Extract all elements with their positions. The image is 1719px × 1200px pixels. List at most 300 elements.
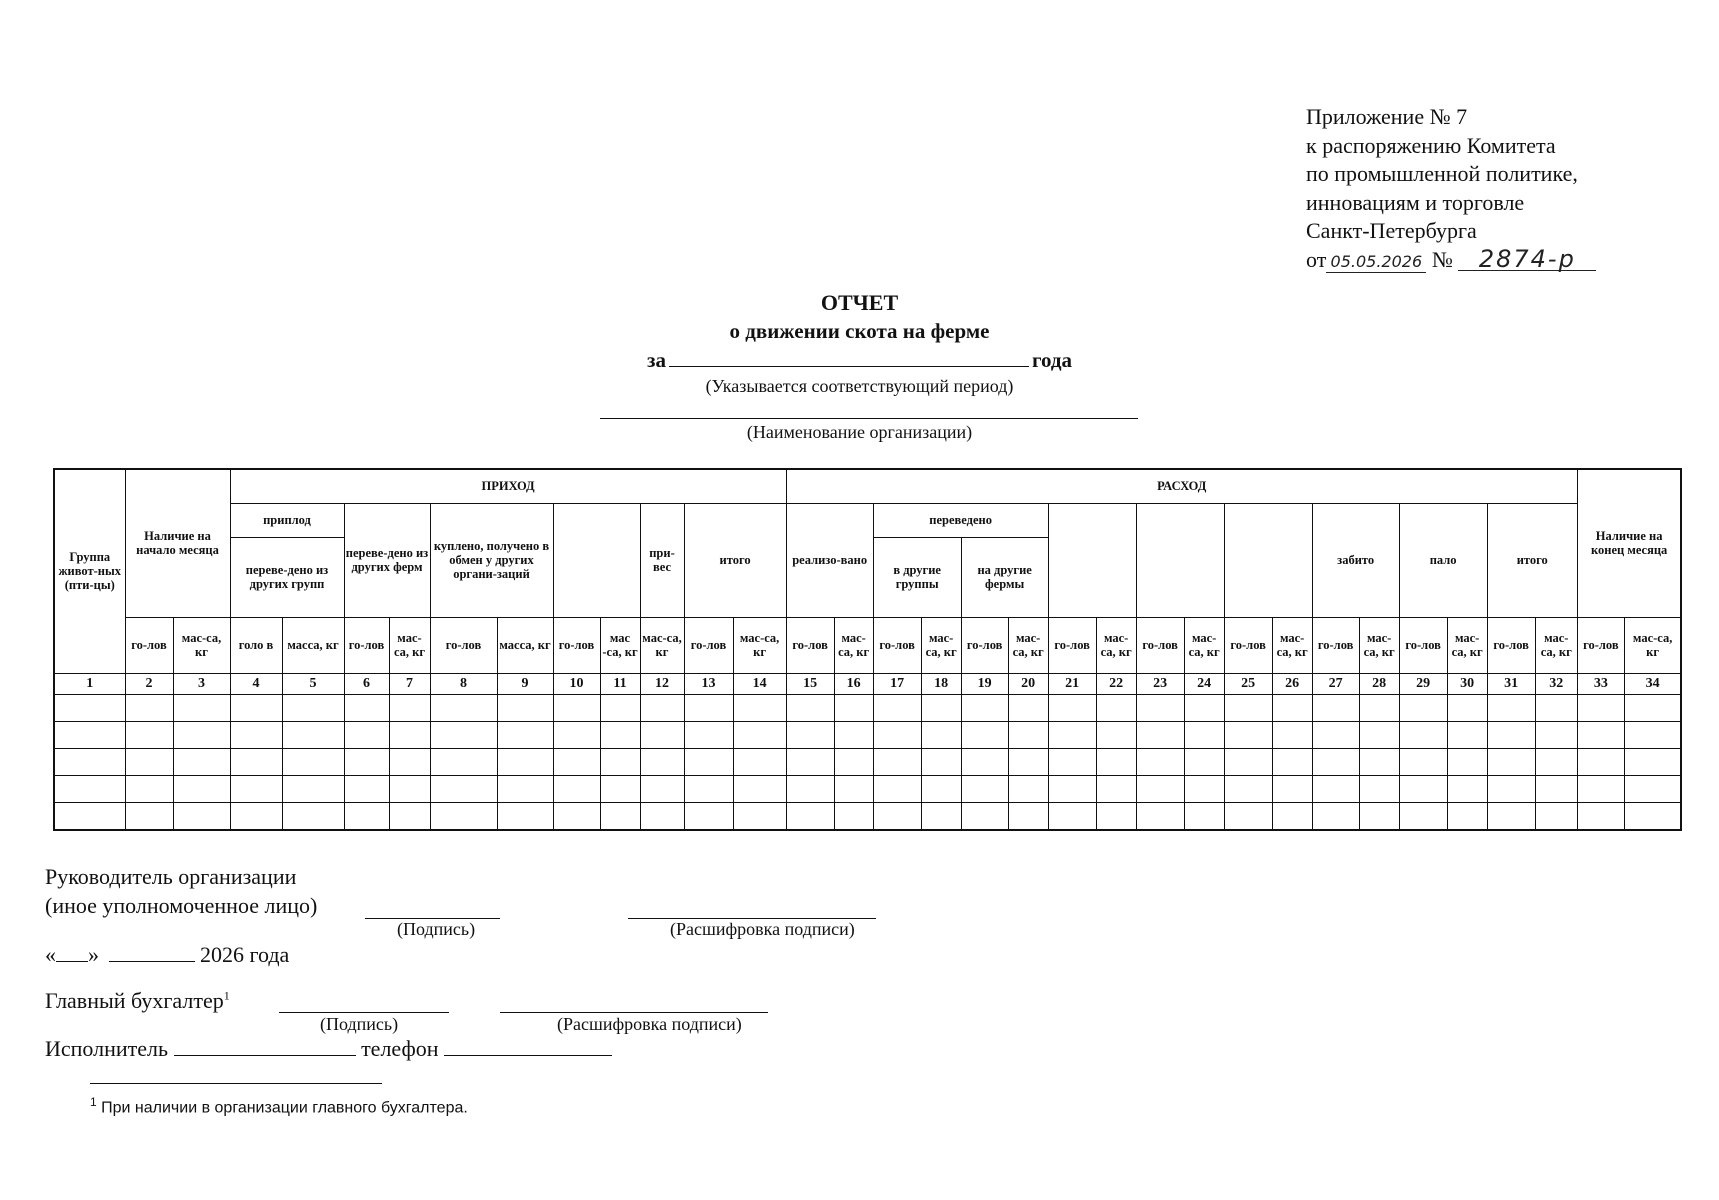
- table-cell[interactable]: [430, 775, 497, 802]
- column-number: 27: [1312, 673, 1359, 694]
- col-heads: го-лов: [684, 617, 733, 673]
- table-cell[interactable]: [389, 775, 430, 802]
- column-number: 1: [54, 673, 125, 694]
- table-cell[interactable]: [1487, 694, 1535, 721]
- table-cell[interactable]: [684, 721, 733, 748]
- table-cell[interactable]: [1535, 721, 1577, 748]
- table-cell[interactable]: [1136, 748, 1184, 775]
- table-cell[interactable]: [1184, 748, 1224, 775]
- table-cell[interactable]: [1535, 694, 1577, 721]
- table-cell[interactable]: [1008, 694, 1048, 721]
- period-suffix: года: [1031, 348, 1072, 372]
- table-cell[interactable]: [640, 802, 684, 830]
- table-cell[interactable]: [1312, 775, 1359, 802]
- col-heads: го-лов: [553, 617, 600, 673]
- table-cell[interactable]: [921, 775, 961, 802]
- table-cell[interactable]: [873, 802, 921, 830]
- table-cell[interactable]: [230, 721, 282, 748]
- column-number: 33: [1577, 673, 1624, 694]
- table-cell[interactable]: [497, 775, 553, 802]
- column-number: 23: [1136, 673, 1184, 694]
- header-expense-empty-3: [1224, 503, 1312, 617]
- table-cell[interactable]: [1447, 802, 1487, 830]
- header-expense-total: итого: [1487, 503, 1577, 617]
- table-cell[interactable]: [733, 802, 786, 830]
- table-cell[interactable]: [282, 802, 344, 830]
- col-mass: мас-са, кг: [1272, 617, 1312, 673]
- table-cell[interactable]: [344, 721, 389, 748]
- appendix-line-5: Санкт-Петербурга: [1306, 218, 1477, 243]
- col-heads: голо в: [230, 617, 282, 673]
- table-cell[interactable]: [1096, 802, 1136, 830]
- table-cell[interactable]: [1312, 748, 1359, 775]
- table-cell[interactable]: [1184, 694, 1224, 721]
- table-cell[interactable]: [344, 748, 389, 775]
- table-cell[interactable]: [282, 721, 344, 748]
- table-cell[interactable]: [1224, 748, 1272, 775]
- table-cell[interactable]: [54, 694, 125, 721]
- table-cell[interactable]: [873, 694, 921, 721]
- date-year: 2026 года: [200, 942, 290, 967]
- table-cell[interactable]: [921, 748, 961, 775]
- column-number: 15: [786, 673, 834, 694]
- col-mass: мас-са, кг: [1184, 617, 1224, 673]
- table-cell[interactable]: [430, 802, 497, 830]
- table-cell[interactable]: [1048, 721, 1096, 748]
- table-cell[interactable]: [173, 748, 230, 775]
- table-cell[interactable]: [733, 694, 786, 721]
- column-number: 11: [600, 673, 640, 694]
- table-cell[interactable]: [173, 802, 230, 830]
- table-cell[interactable]: [921, 802, 961, 830]
- table-cell[interactable]: [1048, 775, 1096, 802]
- table-cell[interactable]: [125, 775, 173, 802]
- footnote-text: При наличии в организации главного бухгалтера.: [101, 1099, 468, 1117]
- col-mass: мас-са, кг: [1624, 617, 1681, 673]
- footnote-mark: 1: [90, 1095, 97, 1109]
- table-cell[interactable]: [1624, 694, 1681, 721]
- appendix-date-number: [1306, 246, 1596, 275]
- period-prefix: за: [647, 348, 666, 372]
- header-expense-empty-1: [1048, 503, 1136, 617]
- table-cell[interactable]: [1624, 775, 1681, 802]
- table-cell[interactable]: [1487, 775, 1535, 802]
- table-cell[interactable]: [786, 748, 834, 775]
- table-cell[interactable]: [786, 694, 834, 721]
- table-cell[interactable]: [1008, 748, 1048, 775]
- col-mass: мас-са, кг: [1008, 617, 1048, 673]
- table-cell[interactable]: [640, 775, 684, 802]
- col-heads: го-лов: [1048, 617, 1096, 673]
- organization-blank-line: [600, 418, 1138, 419]
- table-cell[interactable]: [1096, 721, 1136, 748]
- table-cell[interactable]: [389, 748, 430, 775]
- column-number: 18: [921, 673, 961, 694]
- column-number: 6: [344, 673, 389, 694]
- table-cell[interactable]: [125, 748, 173, 775]
- table-cell[interactable]: [230, 802, 282, 830]
- header-animal-group: Группа живот-ных (пти-цы): [54, 469, 125, 673]
- column-number: 30: [1447, 673, 1487, 694]
- table-cell[interactable]: [1359, 748, 1399, 775]
- table-cell[interactable]: [173, 694, 230, 721]
- table-cell[interactable]: [834, 721, 873, 748]
- col-heads: го-лов: [1577, 617, 1624, 673]
- executor-label: Исполнитель: [45, 1036, 169, 1061]
- table-cell[interactable]: [430, 694, 497, 721]
- table-cell[interactable]: [1096, 775, 1136, 802]
- head-signature-caption: (Подпись): [397, 919, 476, 939]
- table-cell[interactable]: [1359, 721, 1399, 748]
- table-cell[interactable]: [640, 694, 684, 721]
- header-sold: реализо-вано: [786, 503, 873, 617]
- table-cell[interactable]: [834, 775, 873, 802]
- table-cell[interactable]: [1535, 775, 1577, 802]
- table-cell[interactable]: [344, 775, 389, 802]
- table-cell[interactable]: [553, 775, 600, 802]
- col-heads: го-лов: [1399, 617, 1447, 673]
- footnote-separator: [90, 1083, 382, 1084]
- table-cell[interactable]: [961, 721, 1008, 748]
- table-cell[interactable]: [1312, 802, 1359, 830]
- table-cell[interactable]: [1577, 748, 1624, 775]
- table-cell[interactable]: [497, 694, 553, 721]
- table-cell[interactable]: [640, 721, 684, 748]
- column-number: 24: [1184, 673, 1224, 694]
- table-cell[interactable]: [553, 748, 600, 775]
- header-income-total: итого: [684, 503, 786, 617]
- column-number: 3: [173, 673, 230, 694]
- column-number-row: [54, 673, 1681, 694]
- column-number: 25: [1224, 673, 1272, 694]
- column-number: 20: [1008, 673, 1048, 694]
- table-cell[interactable]: [230, 748, 282, 775]
- table-cell[interactable]: [834, 802, 873, 830]
- organization-hint: (Наименование организации): [746, 422, 973, 442]
- report-period: [0, 348, 1719, 373]
- table-cell[interactable]: [1577, 721, 1624, 748]
- col-heads: го-лов: [344, 617, 389, 673]
- table-cell[interactable]: [1096, 748, 1136, 775]
- appendix-line-4: инновациям и торговле: [1306, 189, 1525, 215]
- table-cell[interactable]: [684, 802, 733, 830]
- accountant-text: Главный бухгалтер: [45, 988, 224, 1013]
- table-cell[interactable]: [1136, 694, 1184, 721]
- column-number: 31: [1487, 673, 1535, 694]
- column-number: 26: [1272, 673, 1312, 694]
- col-mass: мас-са, кг: [640, 617, 684, 673]
- table-cell[interactable]: [684, 775, 733, 802]
- appendix-line-3: по промышленной политике,: [1306, 161, 1578, 186]
- column-number: 28: [1359, 673, 1399, 694]
- table-cell[interactable]: [1359, 694, 1399, 721]
- table-cell[interactable]: [684, 694, 733, 721]
- table-cell[interactable]: [1399, 748, 1447, 775]
- table-cell[interactable]: [344, 802, 389, 830]
- column-number: 22: [1096, 673, 1136, 694]
- table-cell[interactable]: [1399, 721, 1447, 748]
- period-blank-line: [669, 348, 1029, 367]
- table-cell[interactable]: [54, 775, 125, 802]
- from-label: от: [1306, 246, 1327, 272]
- table-cell[interactable]: [389, 721, 430, 748]
- report-title: ОТЧЕТ: [820, 290, 899, 315]
- header-expense: РАСХОД: [786, 469, 1577, 503]
- col-mass: мас-са, кг: [173, 617, 230, 673]
- table-cell[interactable]: [600, 694, 640, 721]
- table-cell[interactable]: [497, 802, 553, 830]
- table-cell[interactable]: [1312, 721, 1359, 748]
- column-number: 9: [497, 673, 553, 694]
- col-heads: го-лов: [873, 617, 921, 673]
- header-gain: при-вес: [640, 503, 684, 617]
- column-number: 21: [1048, 673, 1096, 694]
- table-cell[interactable]: [1008, 721, 1048, 748]
- table-cell[interactable]: [430, 748, 497, 775]
- table-cell[interactable]: [1136, 721, 1184, 748]
- head-label-line-2: (иное уполномоченное лицо): [45, 893, 318, 918]
- table-cell[interactable]: [173, 775, 230, 802]
- table-cell[interactable]: [1447, 748, 1487, 775]
- table-cell[interactable]: [230, 775, 282, 802]
- appendix-line-2: к распоряжению Комитета: [1306, 132, 1556, 158]
- table-cell[interactable]: [600, 775, 640, 802]
- table-cell[interactable]: [1272, 721, 1312, 748]
- table-cell[interactable]: [1487, 802, 1535, 830]
- table-cell[interactable]: [1535, 802, 1577, 830]
- column-number: 8: [430, 673, 497, 694]
- accountant-signature-caption: (Подпись): [320, 1014, 399, 1034]
- handwritten-number: 2874-р: [1458, 248, 1596, 271]
- table-cell[interactable]: [834, 694, 873, 721]
- date-open-quote: «: [45, 942, 56, 967]
- table-cell[interactable]: [497, 721, 553, 748]
- col-heads: го-лов: [125, 617, 173, 673]
- table-cell[interactable]: [1224, 721, 1272, 748]
- column-number: 19: [961, 673, 1008, 694]
- table-cell[interactable]: [961, 802, 1008, 830]
- table-cell[interactable]: [173, 721, 230, 748]
- table-cell[interactable]: [1487, 748, 1535, 775]
- col-mass: мас-са, кг: [921, 617, 961, 673]
- table-row: [54, 748, 1681, 775]
- table-cell[interactable]: [54, 802, 125, 830]
- col-heads: го-лов: [1224, 617, 1272, 673]
- col-mass: масса, кг: [282, 617, 344, 673]
- table-cell[interactable]: [921, 694, 961, 721]
- col-heads: го-лов: [786, 617, 834, 673]
- table-cell[interactable]: [1136, 775, 1184, 802]
- appendix-line-1: Приложение № 7: [1306, 104, 1468, 129]
- column-number: 14: [733, 673, 786, 694]
- table-cell[interactable]: [600, 748, 640, 775]
- col-mass: мас-са, кг: [1359, 617, 1399, 673]
- table-cell[interactable]: [1048, 694, 1096, 721]
- table-cell[interactable]: [600, 721, 640, 748]
- table-cell[interactable]: [1487, 721, 1535, 748]
- header-to-farms: на другие фермы: [961, 537, 1048, 617]
- executor-line: [45, 1036, 612, 1062]
- table-cell[interactable]: [1272, 802, 1312, 830]
- table-cell[interactable]: [786, 802, 834, 830]
- table-cell[interactable]: [282, 748, 344, 775]
- table-cell[interactable]: [1224, 775, 1272, 802]
- table-cell[interactable]: [282, 775, 344, 802]
- table-cell[interactable]: [600, 802, 640, 830]
- header-to-groups: в другие группы: [873, 537, 961, 617]
- header-fallen: пало: [1399, 503, 1487, 617]
- table-cell[interactable]: [786, 721, 834, 748]
- table-cell[interactable]: [553, 721, 600, 748]
- col-mass: мас-са, кг: [1447, 617, 1487, 673]
- column-number: 2: [125, 673, 173, 694]
- column-number: 32: [1535, 673, 1577, 694]
- table-cell[interactable]: [733, 748, 786, 775]
- header-start-balance: Наличие на начало месяца: [125, 469, 230, 617]
- table-cell[interactable]: [1096, 694, 1136, 721]
- date-close-quote: »: [88, 942, 99, 967]
- table-cell[interactable]: [786, 775, 834, 802]
- column-number: 13: [684, 673, 733, 694]
- column-number: 16: [834, 673, 873, 694]
- col-mass: мас -са, кг: [600, 617, 640, 673]
- table-row: [54, 721, 1681, 748]
- table-cell[interactable]: [54, 721, 125, 748]
- table-cell[interactable]: [497, 748, 553, 775]
- table-cell[interactable]: [1359, 802, 1399, 830]
- table-cell[interactable]: [1399, 802, 1447, 830]
- table-cell[interactable]: [1624, 721, 1681, 748]
- column-number: 10: [553, 673, 600, 694]
- accountant-footnote-mark: 1: [223, 988, 230, 1003]
- table-cell[interactable]: [733, 721, 786, 748]
- table-cell[interactable]: [430, 721, 497, 748]
- column-number: 34: [1624, 673, 1681, 694]
- table-cell[interactable]: [1224, 694, 1272, 721]
- head-decode-caption: (Расшифровка подписи): [670, 919, 855, 939]
- accountant-signature-line: [279, 1012, 449, 1013]
- head-label-line-1: Руководитель организации: [45, 864, 297, 889]
- table-cell[interactable]: [125, 721, 173, 748]
- table-cell[interactable]: [1447, 775, 1487, 802]
- table-cell[interactable]: [282, 694, 344, 721]
- table-cell[interactable]: [733, 775, 786, 802]
- table-cell[interactable]: [553, 802, 600, 830]
- table-cell[interactable]: [1048, 748, 1096, 775]
- table-cell[interactable]: [1624, 748, 1681, 775]
- col-heads: го-лов: [1312, 617, 1359, 673]
- table-cell[interactable]: [389, 694, 430, 721]
- table-cell[interactable]: [834, 748, 873, 775]
- accountant-label: [45, 988, 230, 1014]
- col-heads: го-лов: [1136, 617, 1184, 673]
- table-cell[interactable]: [961, 775, 1008, 802]
- table-cell[interactable]: [1535, 748, 1577, 775]
- table-cell[interactable]: [640, 748, 684, 775]
- table-cell[interactable]: [1399, 775, 1447, 802]
- table-cell[interactable]: [873, 721, 921, 748]
- col-mass: мас-са, кг: [733, 617, 786, 673]
- col-mass: масса, кг: [497, 617, 553, 673]
- table-cell[interactable]: [961, 748, 1008, 775]
- table-cell[interactable]: [1272, 748, 1312, 775]
- accountant-decode-caption: (Расшифровка подписи): [557, 1014, 742, 1034]
- table-cell[interactable]: [1184, 775, 1224, 802]
- col-mass: мас-са, кг: [389, 617, 430, 673]
- column-number: 7: [389, 673, 430, 694]
- column-number: 29: [1399, 673, 1447, 694]
- table-cell[interactable]: [1312, 694, 1359, 721]
- col-heads: го-лов: [1487, 617, 1535, 673]
- header-transferred: переведено: [873, 503, 1048, 537]
- col-heads: го-лов: [430, 617, 497, 673]
- table-cell[interactable]: [1184, 721, 1224, 748]
- table-cell[interactable]: [1447, 694, 1487, 721]
- table-cell[interactable]: [1359, 775, 1399, 802]
- table-row: [54, 802, 1681, 830]
- table-cell[interactable]: [344, 694, 389, 721]
- col-mass: мас-са, кг: [1535, 617, 1577, 673]
- table-cell[interactable]: [1224, 802, 1272, 830]
- table-cell[interactable]: [1577, 775, 1624, 802]
- table-cell[interactable]: [1184, 802, 1224, 830]
- column-number: 5: [282, 673, 344, 694]
- table-cell[interactable]: [873, 748, 921, 775]
- header-end-balance: Наличие на конец месяца: [1577, 469, 1681, 617]
- header-income: ПРИХОД: [230, 469, 786, 503]
- table-cell[interactable]: [961, 694, 1008, 721]
- header-from-farms: переве-дено из других ферм: [344, 503, 430, 617]
- column-number: 4: [230, 673, 282, 694]
- table-cell[interactable]: [873, 775, 921, 802]
- table-cell[interactable]: [1624, 802, 1681, 830]
- col-mass: мас-са, кг: [1096, 617, 1136, 673]
- col-heads: го-лов: [961, 617, 1008, 673]
- header-births-from-groups: переве-дено из других групп: [230, 537, 344, 617]
- table-cell[interactable]: [1008, 775, 1048, 802]
- table-cell[interactable]: [54, 748, 125, 775]
- report-subtitle: о движении скота на ферме: [729, 319, 990, 343]
- table-cell[interactable]: [1048, 802, 1096, 830]
- table-cell[interactable]: [1008, 802, 1048, 830]
- footnote: [90, 1095, 468, 1117]
- header-slaughtered: забито: [1312, 503, 1399, 617]
- table-cell[interactable]: [1447, 721, 1487, 748]
- table-cell[interactable]: [1399, 694, 1447, 721]
- header-births: приплод: [230, 503, 344, 537]
- table-cell[interactable]: [1577, 694, 1624, 721]
- table-cell[interactable]: [125, 694, 173, 721]
- table-cell[interactable]: [230, 694, 282, 721]
- table-cell[interactable]: [921, 721, 961, 748]
- table-row: [54, 694, 1681, 721]
- table-cell[interactable]: [1272, 775, 1312, 802]
- table-cell[interactable]: [125, 802, 173, 830]
- table-cell[interactable]: [1577, 802, 1624, 830]
- table-cell[interactable]: [389, 802, 430, 830]
- col-mass: мас-са, кг: [834, 617, 873, 673]
- table-cell[interactable]: [553, 694, 600, 721]
- table-cell[interactable]: [1272, 694, 1312, 721]
- table-cell[interactable]: [684, 748, 733, 775]
- table-cell[interactable]: [1136, 802, 1184, 830]
- phone-label: телефон: [361, 1036, 439, 1061]
- accountant-decode-line: [500, 1012, 768, 1013]
- column-number: 17: [873, 673, 921, 694]
- number-label: №: [1431, 246, 1453, 272]
- date-line: [45, 942, 289, 968]
- handwritten-date: 05.05.2026: [1326, 252, 1426, 273]
